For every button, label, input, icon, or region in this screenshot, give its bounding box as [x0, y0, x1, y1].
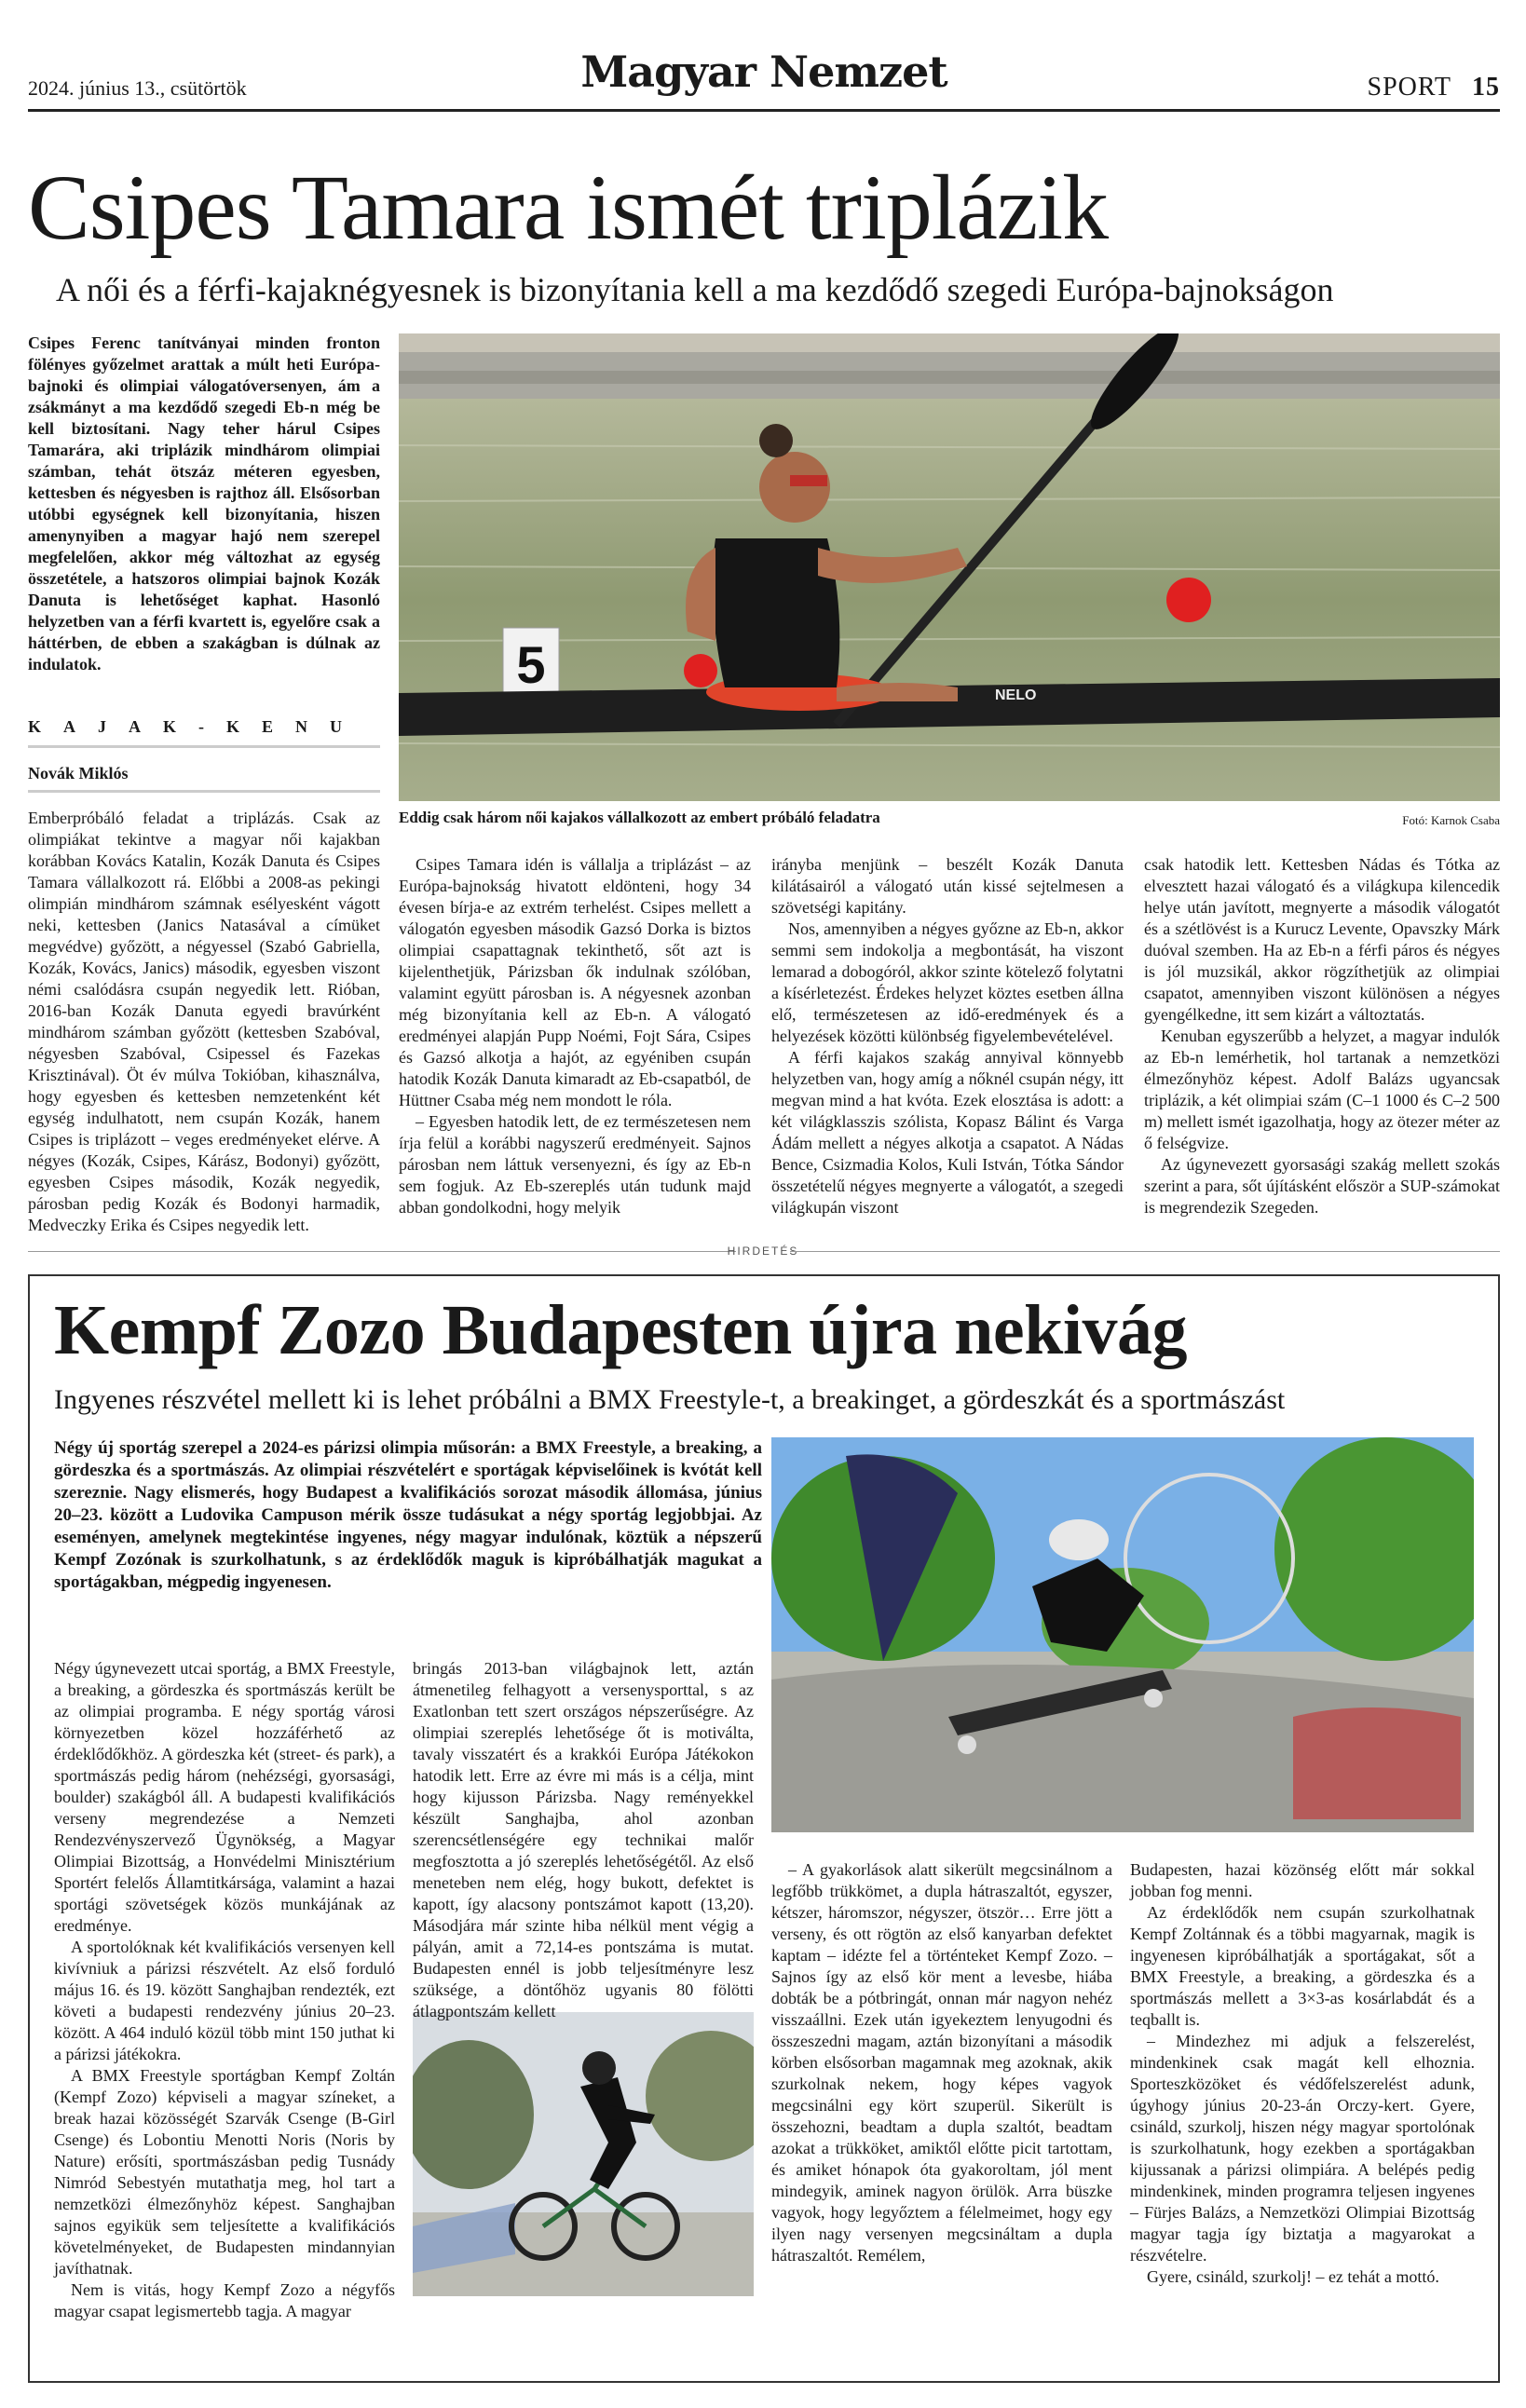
section-name: SPORT	[1367, 73, 1451, 102]
ad-subhead: Ingyenes részvétel mellett ki is lehet próbálni a BMX Freestyle-t, a breakinget, a gördeszkát és a sportmászást	[54, 1384, 1286, 1415]
kayak-photo-illustration	[399, 333, 1500, 801]
masthead-logo: Magyar Nemzet	[580, 47, 947, 97]
paragraph: Gyere, csináld, szurkolj! – ez tehát a mottó.	[1147, 2267, 1439, 2286]
photo-caption: Eddig csak három női kajakos vállalkozott az embert próbáló feladatra	[399, 809, 880, 826]
article-rubric: KAJAK-KENU	[28, 717, 364, 736]
ad-column-1	[54, 1658, 395, 2322]
skateboard-photo-illustration	[771, 1437, 1474, 1832]
divider	[28, 745, 380, 748]
divider	[790, 1251, 1500, 1252]
ad-label: HIRDETÉS	[727, 1245, 799, 1258]
article-column-1	[28, 808, 380, 1236]
divider	[28, 790, 380, 793]
skateboard-photo	[771, 1437, 1474, 1832]
article-column-4	[1144, 854, 1500, 1218]
paragraph: Budapesten, hazai közönség előtt már sokkal jobban fog menni.	[1130, 1860, 1475, 1900]
paragraph: – Mindezhez mi adjuk a felszerelést, mindenkinek csak magát kell elhoznia. Sporteszközöket és védőfelszerelést adunk, úgyhogy június 20-23-án Orczy-kert. Gyere, csináld, szurkolj, hiszen négy magyar sportolónak is szurkolhatunk, hogy ezekben a sportágakban kijussanak a párizsi olimpiára. A belépés pedig mindenkinek, minden programra teljesen ingyenes – Fürjes Balázs, a Nemzetközi Olimpiai Bizottság magyar tagja így biztatja a magyarokat a részvételre.	[1130, 2032, 1475, 2265]
paragraph: Az úgynevezett gyorsasági szakág mellett szokás szerint a para, sőt újításként először a SUP-számokat is megrendezik Szegeden.	[1144, 1155, 1500, 1217]
bmx-photo-illustration	[413, 2012, 754, 2296]
page-header	[28, 47, 1500, 112]
article-subhead: A női és a férfi-kajaknégyesnek is bizonyítania kell a ma kezdődő szegedi Európa-bajnokságon	[56, 271, 1334, 308]
paragraph: Nem is vitás, hogy Kempf Zozo a négyfős magyar csapat legismertebb tagja. A magyar	[54, 2280, 395, 2320]
ad-column-3	[771, 1859, 1112, 2266]
ad-headline: Kempf Zozo Budapesten újra nekivág	[54, 1291, 1187, 1369]
article-lead: Csipes Ferenc tanítványai minden fronton fölényes győzelmet arattak a múlt heti Európa-bajnoki és olimpiai válogatóversenyen, ám a zsákmányt a ma kezdődő szegedi Eb-n még be kell biztosítani. Nagy teher hárul Csipes Tamarára, aki triplázik mindhárom olimpiai számban, tehát ötszáz méteren egyesben, kettesben és négyesben is rajthoz áll. Elsősorban utóbbi egységnek kell bizonyítania, hiszen amenynyiben a magyar hajó nem szerepel megfelelően, akkor még változhat az egység összetétele, a hatszoros olimpiai bajnok Kozák Danuta is lehetőséget kaphat. Hasonló helyzetben van a férfi kvartett is, egyelőre csak a háttérben, de ebben a szakágban is dúlnak az indulatok.	[28, 333, 380, 673]
boat-brand: NELO	[995, 687, 1037, 703]
paragraph: A sportolóknak két kvalifikációs versenyen kell kivívniuk a párizsi részvételt. Az első forduló május 16. és 19. között Sanghajban rendezték, ezt követi a budapesti rendezvény június 20–23. között. A 464 induló közül több mint 150 juthat ki a párizsi játékokra.	[54, 1938, 395, 2063]
paragraph: bringás 2013-ban világbajnok lett, aztán átmenetileg felhagyott a versenysporttal, s az Exatlonban tett szert országos népszerűségre. Az olimpiai szereplés lehetősége őt is motiválta, tavaly visszatért és a krakkói Európa Játékokon hatodik lett. Erre az évre mi más is a célja, mint hogy kijusson Párizsba. Nagy reményekkel készült Sanghajba, ahol azonban szerencsétlenségére egy technikai malőr megfosztotta a jó szereplés lehetőségétől. Az első meneteben nem elég, hogy bukott, defektet is kapott, így alacsony pontszámot kapott (13,20). Másodjára már szinte hiba nélkül ment végig a pályán, amit a 72,14-es pontszáma is mutat. Budapesten ennél is jobb teljesítményre lesz szüksége, a döntőhöz ugyanis 80 fölötti átlagpontszám kellett	[413, 1659, 754, 2020]
page-number: 15	[1472, 73, 1500, 102]
paragraph: A férfi kajakos szakág annyival könnyebb helyzetben van, hogy amíg a nőknél csupán négy, itt megvan mind a hat kvóta. Ezek elosztása is adott: a két világklasszis szólista, Kopasz Bálint és Varga Ádám mellett a négyes alkotja a csapatot. A Nádas Bence, Csizmadia Kolos, Kuli István, Tótka Sándor összetételű négyes megnyerte a válogatót, a szegedi világkupán viszont	[771, 1048, 1124, 1217]
paragraph: irányba menjünk – beszélt Kozák Danuta kilátásairól a válogató után kissé sejtelmesen a szövetségi kapitány.	[771, 855, 1124, 917]
paragraph: – A gyakorlások alatt sikerült megcsinálnom a legfőbb trükkömet, a dupla hátraszaltót, egyszer, kétszer, háromszor, négyszer, ötször… Erre jött a verseny, és ott rögtön az első kanyarban defektet kaptam – idézte fel a történteket Kempf Zozo. – Sajnos így az első kör ment a levesbe, hiába dobták be a pótbringát, onnan már nagyon nehéz visszaállni. Ezek után igyekeztem lenyugodni és összeszedni magam, aztán bizonyítani a második körben elsősorban magamnak meg azoknak, akik szurkolnak nekem, hogy képes vagyok megcsinálni egy kört szuperül. Sikerült is összehozni, beadtam a dupla szaltót, beadtam azokat a trükköket, amiktől előtte picit tartottam, és amiket hónapok óta gyakoroltam, jól ment mindegyik, aminek nagyon örülök. Arra büszke vagyok, hogy legyőztem a félelmeimet, hogy egy ilyen nagy versenyen megcsináltam a dupla hátraszaltót. Remélem,	[771, 1860, 1112, 2265]
article-column-2	[399, 854, 751, 1218]
paragraph: Kenuban egyszerűbb a helyzet, a magyar indulók az Eb-n lemérhetik, hol tartanak a nemzetközi élmezőnyhöz képest. Adolf Balázs ugyancsak triplázik, a két olimpiai szám (C–1 1000 és C–2 500 m) mellett ismét igazolhatja, hogy az ötezer méter az ő felségvize.	[1144, 1027, 1500, 1152]
paragraph: Csipes Tamara idén is vállalja a triplázást – az Európa-bajnokság hivatott eldönteni, hogy 34 évesen bírja-e az extrém terhelést. Csipes mellett a válogatón egyesben második Gazsó Dorka is biztos olimpiai csapattagnak tekinthető, sőt azt is kijelenthetjük, Párizsban ők indulnak szólóban, valamint együtt párosban is. A négyesnek azonban még bizonyítania kell az Eb-n. A válogató eredményei alapján Pupp Noémi, Fojt Sára, Csipes és Gazsó alkotja a hajót, az egyéniben csupán hatodik Kozák Danuta kimaradt az Eb-csapatból, de Hüttner Csaba még nem mondott le róla.	[399, 855, 751, 1109]
section-label	[1368, 73, 1500, 102]
paragraph: Nos, amennyiben a négyes győzne az Eb-n, akkor semmi sem indokolja a megbontását, ha viszont lemarad a dobogóról, akkor szinte kötelező folytatni a kísérletezést. Érdekes helyzet köztes esetben állna elő, természetesen az idő-eredmények és a helyezések közötti különbség figyelembevételével.	[771, 919, 1124, 1045]
ad-lead: Négy új sportág szerepel a 2024-es párizsi olimpia műsorán: a BMX Freestyle, a breaking, a gördeszka és a sportmászás. Az olimpiai részvételért e sportágak képviselőinek is kvótát kell szerezniе. Nagy elismerés, hogy Budapest a kvalifikációs sorozat második állomása, június 20–23. között a Ludovika Campuson mérik össze tudásukat a négy sportág legjobbjai. Az eseményen, amelynek megtekintése ingyenes, négy magyar indulónak, köztük a népszerű Kempf Zozónak is szurkolhatunk, s az érdeklődők maguk is kipróbálhatják magukat a sportágakban, mégpedig ingyenesen.	[54, 1438, 762, 1592]
photo-credit: Fotó: Karnok Csaba	[1402, 813, 1500, 827]
article-headline: Csipes Tamara ismét triplázik	[28, 156, 1109, 259]
paragraph: csak hatodik lett. Kettesben Nádas és Tótka az elvesztett hazai válogató és a világkupa kilencedik helye után javított, megnyerte a második válogatót és a szétlövést is a Kurucz Levente, Opavszky Márk duóval szemben. Ha az Eb-n a férfi páros és négyes is jól muzsikál, akkor rögzíthetjük az olimpiai csapatot, amennyiben viszont különösen a négyes gyengélkedne, itt sem kizárt a változtatás.	[1144, 855, 1500, 1024]
article-author: Novák Miklós	[28, 764, 129, 782]
bmx-photo	[413, 2012, 754, 2296]
paragraph: A BMX Freestyle sportágban Kempf Zoltán (Kempf Zozo) képviseli a magyar színeket, a break hazai közösségét Szarvák Csenge (B-Girl Csenge) és Lobontiu Menotti Noris (Noris by Nature) erősíti, sportmászásban pedig Tusnády Nimród Sebestyén mutathatja meg, hol tart a nemzetközi élmezőnyhöz képest. Sanghajban sajnos egyikük sem teljesítette a kvalifikációs követelményeket, de Budapesten mindannyian javíthatnak.	[54, 2066, 395, 2278]
article-column-3	[771, 854, 1124, 1218]
paragraph: – Egyesben hatodik lett, de ez természetesen nem írja felül a korábbi nagyszerű eredményeit. Sajnos párosban nem láttuk versenyezni, és így az Eb-n sem fogjuk. Az Eb-szereplés után tudunk majd abban gondolkodni, hogy melyik	[399, 1112, 751, 1217]
buoy	[1166, 578, 1211, 622]
paragraph: Emberpróbáló feladat a triplázás. Csak az olimpiákat tekintve a magyar női kajakban korábban Kovács Katalin, Kozák Danuta és Csipes Tamara vállalkozott rá. Előbbi a 2008-as pekingi olimpián mindhárom számnak esélyesként vágott neki, kettesben (Janics Natasával a címüket megvédve) győzött, a négyessel (Szabó Gabriella, Kozák, Kovács, Janics) második, egyesben viszont némi csalódásra csupán negyedik lett. Rióban, 2016-ban Kozák Danuta egyedi bravúrként mindhárom számban győzött (kettesben Szabóval, négyesben Szabóval, Csipessel és Fazekas Krisztinával). Öt év múlva Tokióban, kihasználva, hogy egyesben és kettesben nemzetenként két egység indulhatott, nem csupán Kozák, hanem Csipes is triplázott – veges eredményeket elérve. A négyes (Kozák, Csipes, Kárász, Bodonyi) győzött, egyesben Csipes második, Kozák negyedik, párosban pedig Kozák és Bodonyi harmadik, Medveczky Erika és Csipes negyedik lett.	[28, 809, 380, 1234]
kayak-photo	[399, 333, 1500, 801]
issue-date: 2024. június 13., csütörtök	[28, 76, 247, 100]
ad-column-4	[1130, 1859, 1475, 2288]
ad-column-2	[413, 1658, 754, 2022]
paragraph: Az érdeklődők nem csupán szurkolhatnak Kempf Zoltánnak és a többi magyarnak, magik is ingyenesen kipróbálhatják a sportágakat, sőt a BMX Freestyle, a breaking, a gördeszka és a sportmászás mellett a 3×3-as kosárlabdát és a teqballt is.	[1130, 1903, 1475, 2029]
boat-number: 5	[516, 635, 546, 694]
paragraph: Négy úgynevezett utcai sportág, a BMX Freestyle, a breaking, a gördeszka és sportmászás került be az olimpiai programba. E négy sportág városi környezetben közel hozzáférhető az érdeklődőkhöz. A gördeszka két (street- és park), a sportmászás pedig három (nehézségi, gyorsasági, boulder) szakágból áll. A budapesti kvalifikációs verseny megrendezése a Nemzeti Rendezvényszervező Ügynökség, a Magyar Olimpiai Bizottság, a Honvédelmi Minisztérium Sportért felelős Államtitkársága, valamint a hazai sportági szövetségek közös munkájának az eredménye.	[54, 1659, 395, 1935]
